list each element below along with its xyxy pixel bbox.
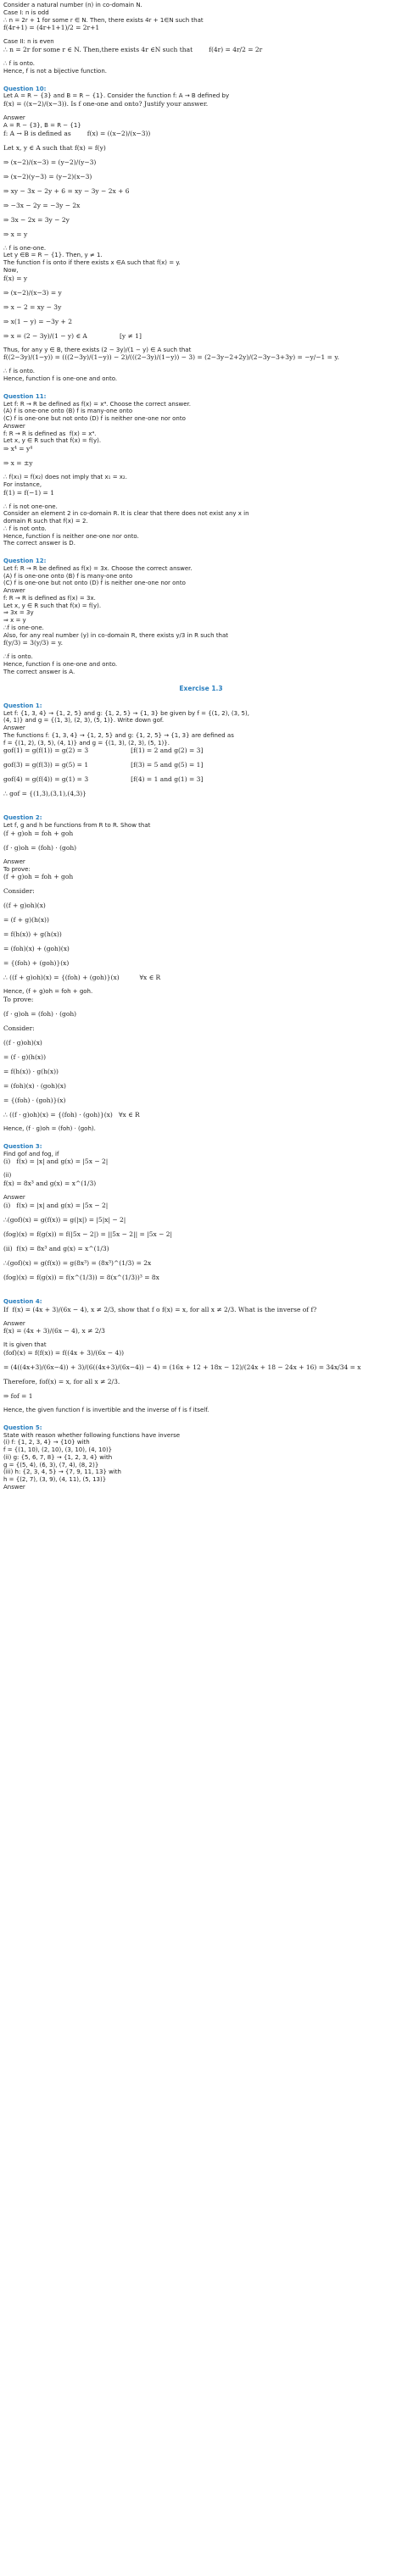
question-heading: Question 5:	[3, 1424, 42, 1431]
math-line: ⇒ (x−2)/(x−3) = y	[3, 288, 62, 297]
math-line: If f(x) = (4x + 3)/(6x − 4), x ≠ 2/3, show that f o f(x) = x, for all x ≠ 2/3. What is the inverse of f?	[3, 1305, 317, 1313]
text-line: ∴ f is one-one.	[3, 244, 47, 252]
math-line: (fog)(x) = f(g(x)) = f(|5x − 2|) = ||5x − 2|| = |5x − 2|	[3, 1230, 173, 1238]
math-line: ⇒ −3x − 2y = −3y − 2x	[3, 201, 81, 209]
text-line: Let f: R → R be defined as f(x) = x⁴. Choose the correct answer.	[3, 400, 191, 408]
math-line: ⇒ (x−2)/(x−3) = (y−2)/(y−3)	[3, 158, 97, 166]
text-line: Let x, y ∈ R such that f(x) = f(y).	[3, 602, 102, 609]
text-line: Hence, (f + g)oh = foh + goh.	[3, 988, 93, 996]
text-line: f = {(1, 10), (2, 10), (3, 10), (4, 10)}	[3, 1446, 113, 1454]
math-line: f(x) = (4x + 3)/(6x − 4), x ≠ 2/3	[3, 1327, 105, 1335]
math-line: Let x, y ∈ A such that f(x) = f(y)	[3, 143, 106, 152]
text-line: Let f, g and h be functions from R to R. Show that	[3, 822, 151, 830]
text-line: To prove:	[3, 865, 31, 873]
math-line: (fof)(x) = f(f(x)) = f((4x + 3)/(6x − 4))	[3, 1349, 125, 1357]
math-line: ∴ gof = {(1,3),(3,1),(4,3)}	[3, 790, 87, 798]
math-line: ⇒ (x−2)(y−3) = (y−2)(x−3)	[3, 172, 92, 180]
text-line: Hence, function f is neither one-one nor onto.	[3, 532, 139, 540]
exercise-title: Exercise 1.3	[179, 684, 223, 692]
math-line: ∴ ((f · g)oh)(x) = {(foh) · (goh)}(x) ∀x ∈ R	[3, 1111, 140, 1119]
math-line: = (4((4x+3)/(6x−4)) + 3)/(6((4x+3)/(6x−4)) − 4) = (16x + 12 + 18x − 12)/(24x + 18 − 24x + 16) = 34x/34 = x	[3, 1363, 361, 1372]
text-line: ∴ n = 2r + 1 for some r ∈ N. Then, there exists 4r + 1∈N such that	[3, 16, 204, 24]
math-line: = (f + g)(h(x))	[3, 916, 49, 924]
math-line: = f(h(x)) + g(h(x))	[3, 930, 62, 939]
text-line: Hence, (f · g)oh = (foh) · (goh).	[3, 1125, 96, 1133]
math-line: Consider:	[3, 887, 35, 896]
text-line: Find gof and fog, if	[3, 1150, 59, 1158]
text-line: (4, 1)} and g = {(1, 3), (2, 3), (5, 1)}. Write down gof.	[3, 717, 165, 724]
math-line: (f · g)oh = (foh) · (goh)	[3, 843, 77, 852]
math-line: f(y/3) = 3(y/3) = y.	[3, 639, 64, 647]
text-line: (A) f is one-one onto (B) f is many-one onto	[3, 572, 133, 580]
question-heading: Question 10:	[3, 85, 47, 92]
text-line: Answer	[3, 587, 25, 594]
text-line: Also, for any real number (y) in co-domain R, there exists y/3 in R such that	[3, 631, 229, 639]
math-line: ((f + g)oh)(x)	[3, 902, 46, 910]
math-line: (f + g)oh = foh + goh	[3, 829, 74, 837]
text-line: The functions f: {1, 3, 4} → {1, 2, 5} and g: {1, 2, 5} → {1, 3} are defined as	[3, 731, 234, 739]
text-line: Case I: n is odd	[3, 8, 49, 16]
text-line: (C) f is one-one but not onto (D) f is neither one-one nor onto	[3, 415, 186, 422]
math-line: = {(foh) + (goh)}(x)	[3, 959, 70, 968]
question-heading: Question 12:	[3, 558, 47, 564]
math-line: (fog)(x) = f(g(x)) = f(x^(1/3)) = 8(x^(1/3))³ = 8x	[3, 1273, 159, 1281]
text-line: It is given that	[3, 1341, 47, 1349]
text-line: Answer	[3, 724, 25, 732]
text-line: ∴ f is onto.	[3, 368, 36, 375]
text-line: ⇒ 3x = 3y	[3, 609, 34, 617]
math-line: gof(4) = g(f(4)) = g(1) = 3 [f(4) = 1 and g(1) = 3]	[3, 775, 204, 784]
text-line: f = {(1, 2), (3, 5), (4, 1)} and g = {(1, 3), (2, 3), (5, 1)}.	[3, 739, 170, 747]
text-line: The correct answer is D.	[3, 540, 75, 547]
text-line: Answer	[3, 114, 25, 121]
text-line: (ii)	[3, 1172, 12, 1180]
question-heading: Question 4:	[3, 1297, 42, 1305]
math-line: ⇒ fof = 1	[3, 1392, 33, 1401]
math-line: ⇒ x = ±y	[3, 459, 33, 467]
question-heading: Question 2:	[3, 814, 42, 822]
math-line: (f · g)oh = (foh) · (goh)	[3, 1010, 77, 1019]
math-line: ⇒ xy − 3x − 2y + 6 = xy − 3y − 2x + 6	[3, 186, 130, 195]
math-line: (i) f(x) = |x| and g(x) = |5x − 2|	[3, 1158, 109, 1166]
text-line: Thus, for any y ∈ B, there exists (2 − 3y)/(1 − y) ∈ A such that	[3, 346, 192, 353]
math-line: ⇒ 3x − 2x = 3y − 2y	[3, 215, 70, 224]
text-line: ∴ f is not one-one.	[3, 502, 58, 510]
math-line: f(x) = ((x−2)/(x−3)). Is f one-one and onto? Justify your answer.	[3, 100, 209, 108]
math-line: = {(foh) · (goh)}(x)	[3, 1096, 66, 1105]
text-line: Let x, y ∈ R such that f(x) = f(y).	[3, 437, 102, 445]
math-line: = f(h(x)) · g(h(x))	[3, 1068, 59, 1076]
text-line: f: R → R is defined as f(x) = 3x.	[3, 594, 96, 602]
text-line: Consider a natural number (n) in co-domain N.	[3, 2, 142, 8]
text-line: domain R such that f(x) = 2.	[3, 518, 88, 525]
math-line: gof(1) = g(f(1)) = g(2) = 3 [f(1) = 2 and g(2) = 3]	[3, 747, 204, 755]
text-line: Hence, the given function f is invertible and the inverse of f is f itself.	[3, 1407, 209, 1414]
math-line: (f + g)oh = foh + goh	[3, 873, 74, 881]
text-line: h = {(2, 7), (3, 9), (4, 11), (5, 13)}	[3, 1476, 107, 1484]
text-line: ∴ f is onto.	[3, 60, 36, 67]
text-line: The correct answer is A.	[3, 668, 75, 675]
text-line: Now,	[3, 266, 19, 274]
text-line: Consider an element 2 in co-domain R. It is clear that there does not exist any x in	[3, 510, 249, 518]
text-line: Let f: R → R be defined as f(x) = 3x. Choose the correct answer.	[3, 564, 193, 572]
text-line: Answer	[3, 858, 25, 865]
text-line: (iii) h: {2, 3, 4, 5} → {7, 9, 11, 13} with	[3, 1468, 121, 1476]
text-line: Hence, function f is one-one and onto.	[3, 375, 118, 382]
text-line: ∴f is one-one.	[3, 624, 44, 631]
text-line: Let A = R − {3} and B = R − {1}. Consider the function f: A → B defined by	[3, 92, 230, 100]
math-line: f: A → B is defined as f(x) = ((x−2)/(x−3))	[3, 129, 151, 137]
math-line: f(x) = 8x³ and g(x) = x^(1/3)	[3, 1180, 97, 1188]
math-line: = (foh)(x) + (goh)(x)	[3, 945, 70, 953]
text-line: Let y ∈B = R − {1}. Then, y ≠ 1.	[3, 252, 103, 259]
math-line: f(1) = f(−1) = 1	[3, 488, 54, 497]
math-line: ⇒ x⁴ = y⁴	[3, 445, 33, 452]
math-line: = (f · g)(h(x))	[3, 1053, 47, 1062]
text-line: The function f is onto if there exists x ∈A such that f(x) = y.	[3, 259, 181, 266]
math-line: f(4r+1) = (4r+1+1)/2 = 2r+1	[3, 24, 100, 32]
text-line: g = {(5, 4), (6, 3), (7, 4), (8, 2)}	[3, 1461, 99, 1468]
math-line: Therefore, fof(x) = x, for all x ≠ 2/3.	[3, 1378, 120, 1386]
text-line: A = R − {3}, B = R − {1}	[3, 121, 81, 129]
text-line: ⇒ x = y	[3, 617, 26, 624]
math-line: ⇒ x = (2 − 3y)/(1 − y) ∈ A [y ≠ 1]	[3, 331, 142, 340]
text-line: Case II: n is even	[3, 38, 54, 46]
text-line: Answer	[3, 1319, 25, 1327]
text-line: Hence, function f is one-one and onto.	[3, 661, 118, 668]
math-line: gof(3) = g(f(3)) = g(5) = 1 [f(3) = 5 and g(5) = 1]	[3, 761, 204, 769]
text-line: ∴ f(x₁) = f(x₂) does not imply that x₁ = x₂.	[3, 474, 127, 480]
math-line: ∴(gof)(x) = g(f(x)) = g(8x³) = (8x³)^(1/3) = 2x	[3, 1258, 152, 1267]
math-line: ((f · g)oh)(x)	[3, 1039, 42, 1047]
text-line: f: R → R is defined as f(x) = x⁴.	[3, 430, 97, 437]
math-line: ∴(gof)(x) = g(f(x)) = g(|x|) = |5|x| − 2|	[3, 1215, 126, 1224]
math-line: = (foh)(x) · (goh)(x)	[3, 1082, 66, 1091]
text-line: State with reason whether following functions have inverse	[3, 1431, 181, 1439]
text-line: Let f: {1, 3, 4} → {1, 2, 5} and g: {1, 2, 5} → {1, 3} be given by f = {(1, 2), (3, 5),	[3, 709, 249, 717]
math-line: (i) f(x) = |x| and g(x) = |5x − 2|	[3, 1201, 109, 1209]
math-line: Consider:	[3, 1024, 35, 1033]
text-line: (ii) g: {5, 6, 7, 8} → {1, 2, 3, 4} with	[3, 1453, 113, 1461]
text-line: (C) f is one-one but not onto (D) f is neither one-one nor onto	[3, 580, 186, 587]
text-line: For instance,	[3, 480, 42, 488]
question-heading: Question 11:	[3, 392, 47, 400]
math-line: f(x) = y	[3, 274, 28, 282]
math-line: f((2−3y)/(1−y)) = (((2−3y)/(1−y)) − 2)/(((2−3y)/(1−y)) − 3) = (2−3y−2+2y)/(2−3y−3+3y) = −y/−1 = y.	[3, 353, 339, 362]
text-line: (A) f is one-one onto (B) f is many-one onto	[3, 408, 133, 415]
math-line: To prove:	[3, 996, 34, 1004]
math-line: ⇒ x − 2 = xy − 3y	[3, 303, 62, 311]
question-heading: Question 1:	[3, 702, 42, 709]
text-line: Answer	[3, 422, 25, 430]
math-line: ∴ ((f + g)oh)(x) = {(foh) + (goh)}(x) ∀x ∈ R	[3, 974, 161, 982]
math-line: ⇒ x = y	[3, 230, 28, 238]
text-line: Answer	[3, 1194, 25, 1202]
text-line: Answer	[3, 1483, 25, 1491]
text-line: (i) f: {1, 2, 3, 4} → {10} with	[3, 1439, 90, 1446]
math-line: ∴ n = 2r for some r ∈ N. Then,there exists 4r ∈N such that f(4r) = 4r/2 = 2r	[3, 46, 263, 53]
math-line: (ii) f(x) = 8x³ and g(x) = x^(1/3)	[3, 1244, 109, 1252]
text-line: Hence, f is not a bijective function.	[3, 67, 107, 75]
text-line: ∴f is onto.	[3, 653, 33, 661]
math-line: ⇒ x(1 − y) = −3y + 2	[3, 317, 72, 325]
text-line: ∴ f is not onto.	[3, 525, 47, 532]
question-heading: Question 3:	[3, 1142, 42, 1150]
